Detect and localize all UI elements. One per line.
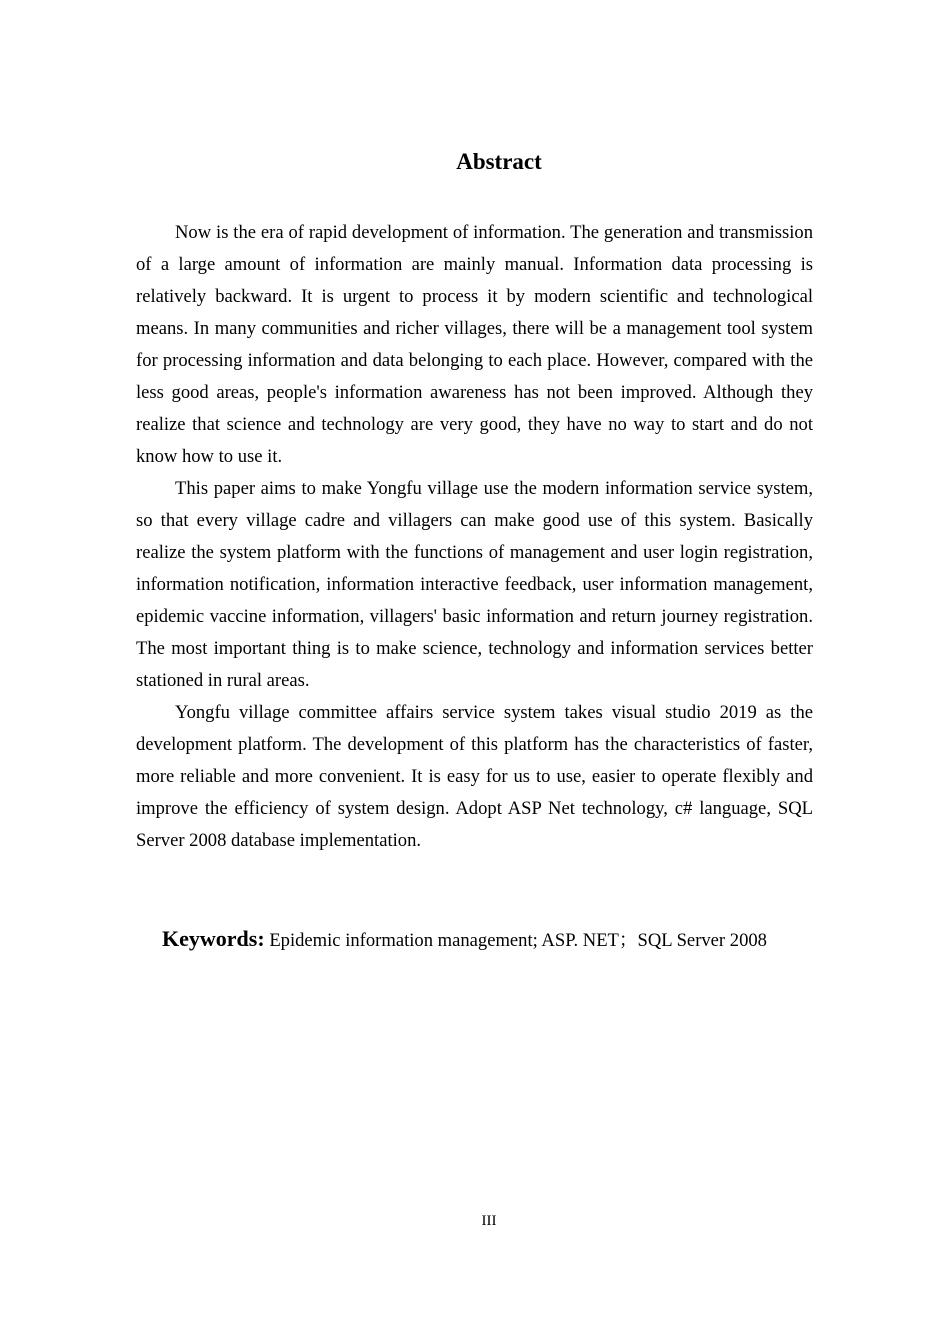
abstract-paragraph-2: This paper aims to make Yongfu village use the modern information service system, so that every village cadre and villagers can make good use of this system. Basically realize the system platform with the functions of management and user login registration, information notification, information interactive feedback, user information management, epidemic vaccine information, villagers' basic information and return journey registration. The most important thing is to make science, technology and information services better stationed in rural areas. (136, 478, 813, 691)
abstract-paragraph-3: Yongfu village committee affairs service system takes visual studio 2019 as the development platform. The development of this platform has the characteristics of faster, more reliable and more convenient. It is easy for us to use, easier to operate flexibly and improve the efficiency of system design. Adopt ASP Net technology, c# language, SQL Server 2008 database implementation. (136, 702, 813, 851)
page-title: Abstract (456, 149, 542, 174)
page-number: III (481, 1213, 497, 1229)
keywords-label: Keywords: (162, 926, 265, 951)
abstract-paragraph-1: Now is the era of rapid development of information. The generation and transmission of a large amount of information are mainly manual. Information data processing is relatively backward. It is urgent to process it by modern scientific and technological means. In many communities and richer villages, there will be a management tool system for processing information and data belonging to each place. However, compared with the less good areas, people's information awareness has not been improved. Although they realize that science and technology are very good, they have no way to start and do not know how to use it. (136, 222, 813, 467)
abstract-body (136, 217, 813, 857)
keywords-line (162, 922, 767, 958)
keywords-text: Epidemic information management; ASP. NET；SQL Server 2008 (269, 930, 767, 951)
